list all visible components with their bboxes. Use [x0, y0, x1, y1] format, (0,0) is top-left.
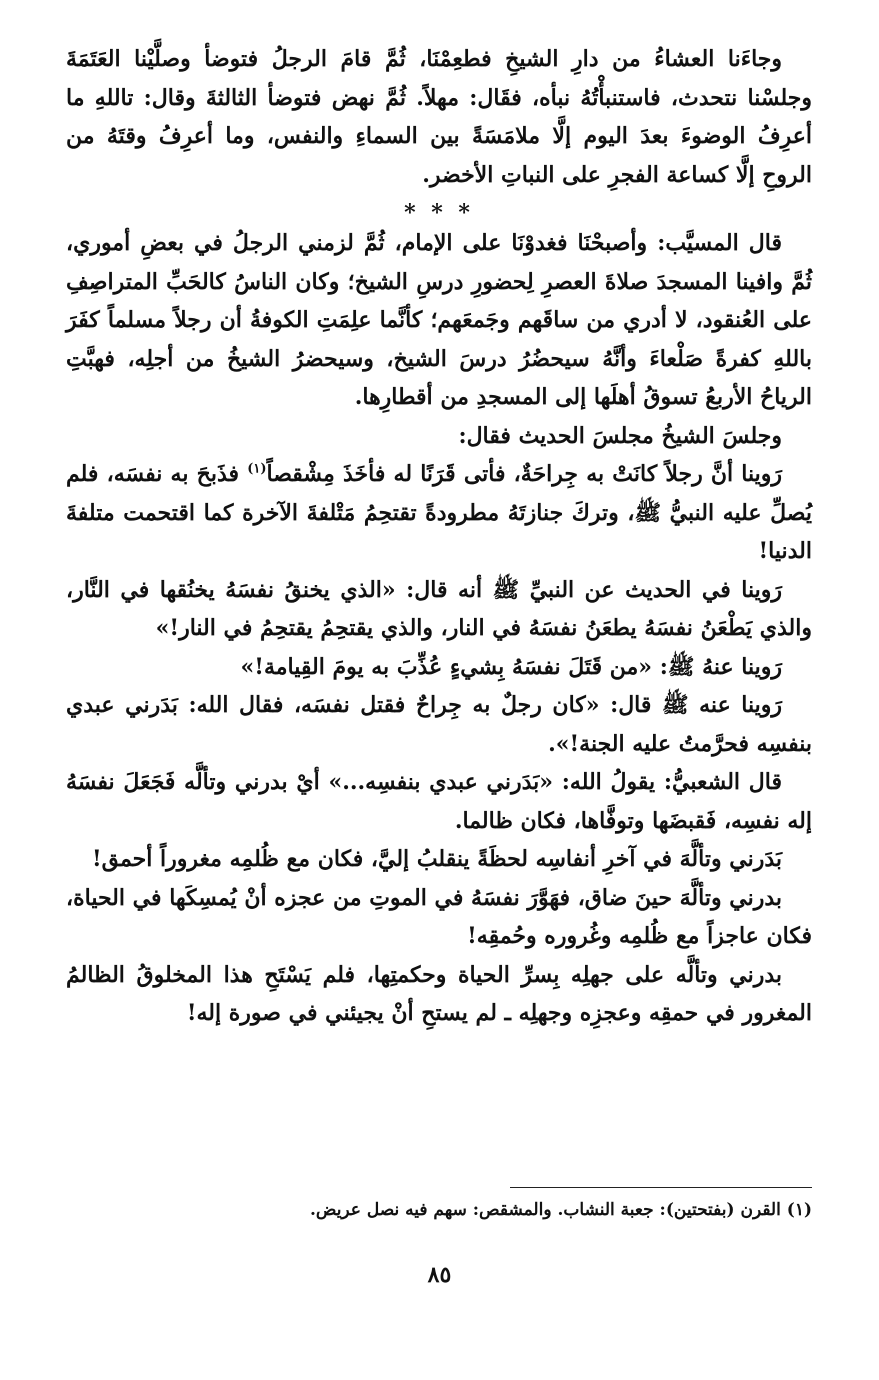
paragraph-4-tail: فذَبحَ به نفسَه، [106, 461, 240, 487]
paragraph-5: رَوينا في الحديث عن النبيِّ ﷺ أنه قال: «الذي يخنقُ نفسَهُ يخنُقها في النَّار، والذي يَطْعَنُ نفسَهُ يطعَنُ نفسَهُ في النار، والذي يقتحِمُ يقتحِمُ في النار!» [66, 576, 812, 641]
footnote-divider [510, 1187, 812, 1188]
paragraph-9: بَدَرني وتألَّهَ في آخرِ أنفاسِه لحظَةً ينقلبُ إليَّ، فكان مع ظُلمِه مغروراً أحمق! [91, 846, 782, 872]
paragraph-3: وجلسَ الشيخُ مجلسَ الحديث فقال: [458, 422, 782, 449]
footnote-text: (١) القرن (بفتحتين): جعبة النشاب. والمشقص: سهم فيه نصل عريض. [309, 1200, 812, 1220]
paragraph-7: رَوينا عنه ﷺ قال: «كان رجلٌ به جِراحٌ فقتل نفسَه، فقال الله: بَدَرني عبدي بنفسِه فحرَّمتُ عليه الجنة!». [66, 692, 812, 757]
paragraph-8: قال الشعبيُّ: يقولُ الله: «بَدَرني عبدي بنفسِه...» أيْ بدرني وتألَّه فَجَعَلَ نفسَهُ إله نفسِه، فَقبضَها وتوفَّاها، فكان ظالما. [66, 769, 812, 834]
main-text [66, 40, 812, 1033]
section-divider: * * * [404, 200, 474, 226]
paragraph-4-text: رَوينا أنَّ رجلاً كانَتْ به جِراحَةٌ، فأتى قَرَنًا له فأخَذَ مِشْقصاً [266, 461, 782, 487]
paragraph-11: بدرني وتألَّه على جهلِه بِسرِّ الحياة وحكمتِها، فلم يَسْتَحِ هذا المخلوقُ الظالمُ المغرور في حمقِه وعجزِه وجهلِه ـ لم يستحِ أنْ يجيئني في صورة إله! [66, 961, 812, 1026]
footnote-reference[interactable]: (١) [247, 461, 267, 477]
paragraph-4-continued: فلم يُصلِّ عليه النبيُّ ﷺ، وتركَ جنازتَهُ مطرودةً تقتحِمُ مَتْلفةَ الآخرة كما اقتحمت متلفةَ الدنيا! [66, 461, 812, 564]
paragraph-1: وجاءَنا العشاءُ من دارِ الشيخِ فطعِمْنَا، ثُمَّ قامَ الرجلُ فتوضأ وصلَّيْنا العَتَمَةَ وجلسْنا نتحدث، فاستنبأْتُهُ نبأه، فقَال: مهلاً. ثُمَّ نهض فتوضأ الثالثةَ وقال: تاللهِ ما أعرِفُ الوضوءَ بعدَ اليوم إلَّا ملامَسَةً بين السماءِ والنفس، وما أعرِفُ وقتَهُ من الروحِ إلَّا كساعة الفجرِ على النباتِ الأخضر. [66, 46, 812, 188]
paragraph-10: بدرني وتألَّهَ حينَ ضاق، فهَوَّرَ نفسَهُ في الموتِ من عجزه أنْ يُمسِكَها في الحياة، فكان عاجزاً مع ظُلمِه وغُروره وحُمقِه! [66, 884, 812, 949]
paragraph-6: رَوينا عنهُ ﷺ: «من قَتَلَ نفسَهُ بِشيءٍ عُذِّبَ به يومَ القِيامة!» [240, 653, 782, 680]
paragraph-4 [66, 455, 812, 571]
page-number: ٨٥ [427, 1262, 452, 1288]
paragraph-2: قال المسيَّب: وأصبحْنَا فغدوْنَا على الإمام، ثُمَّ لزمني الرجلُ في بعضِ أموري، ثُمَّ وافينا المسجدَ صلاةَ العصرِ لِحضورِ درسِ الشيخ؛ وكان الناسُ كالحَبِّ المتراصِفِ على العُنقود، لا أدري من ساقَهم وجَمعَهم؛ كأنَّما علِمَتِ الكوفةُ أن رجلاً مسلماً كفَرَ باللهِ كفرةً صَلْعاءَ وأنَّهُ سيحضُرُ درسَ الشيخ، وسيحضرُ الشيخُ من أجلِه، فهبَّتِ الرياحُ الأربعُ تسوقُ أهلَها إلى المسجدِ من أقطارِها. [66, 230, 812, 410]
